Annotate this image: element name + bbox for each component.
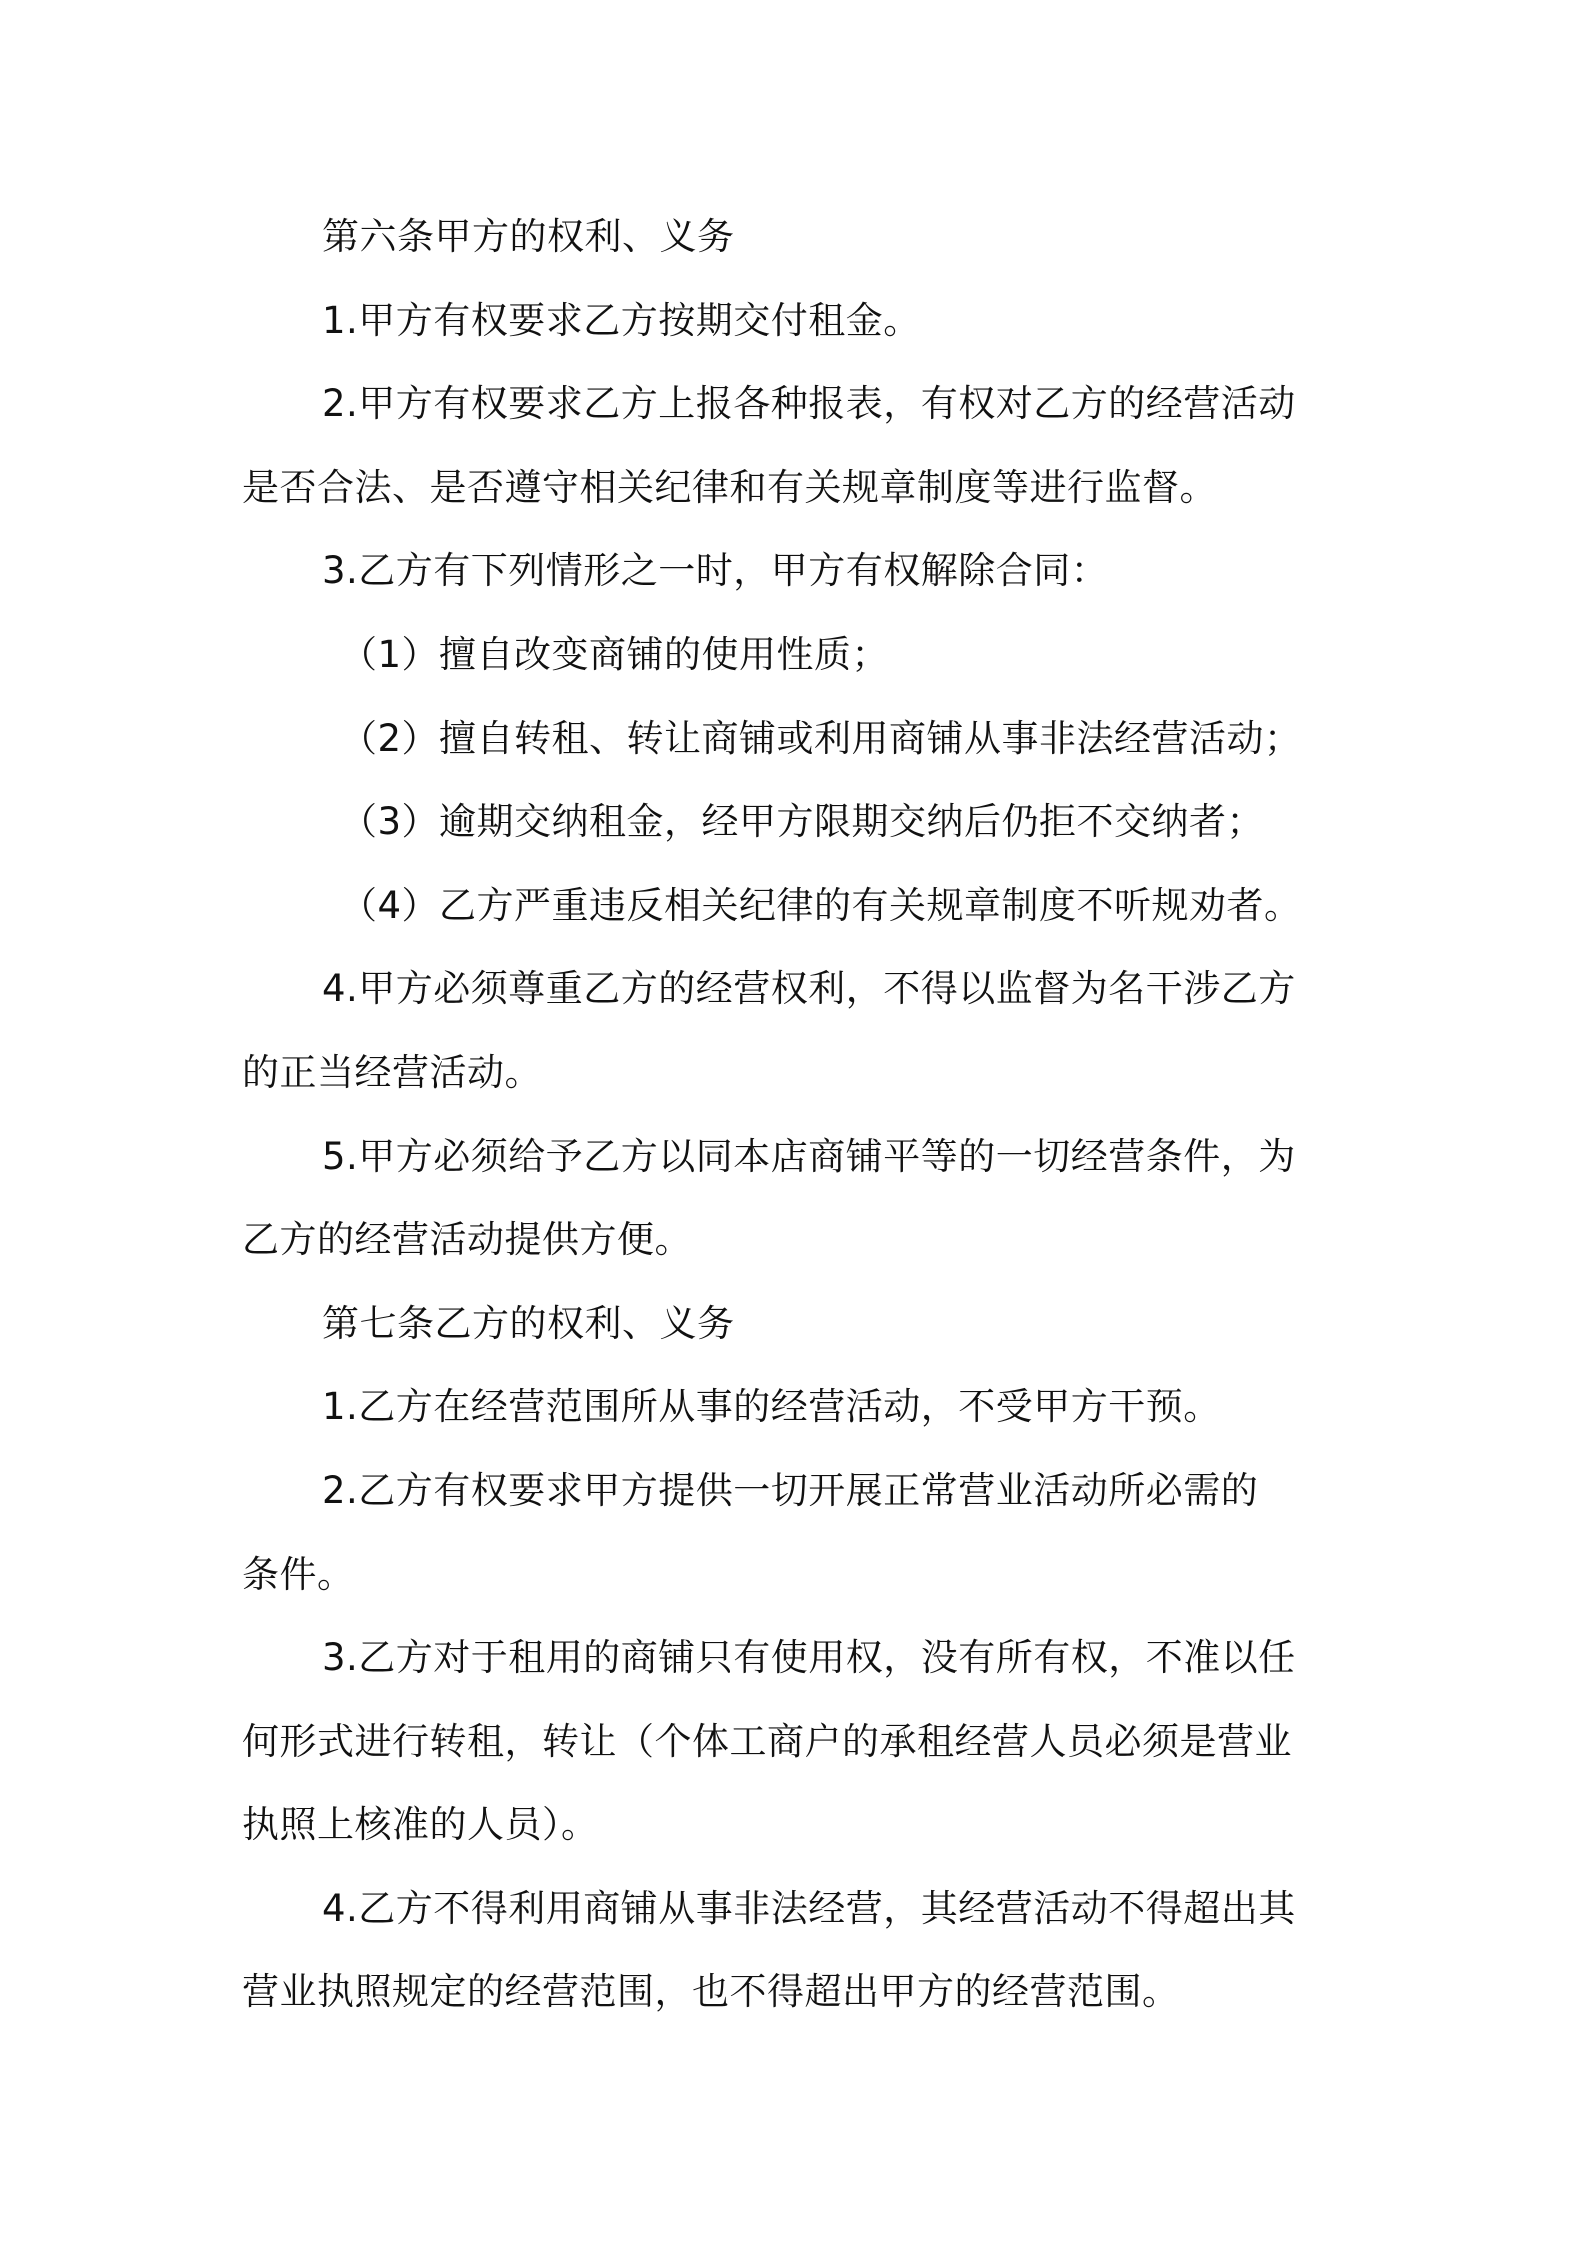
article-6-clause-3-item-2: （2）擅自转租、转让商铺或利用商铺从事非法经营活动； [340,716,1302,760]
article-6-clause-2-line-1: 2.甲方有权要求乙方上报各种报表，有权对乙方的经营活动 [322,382,1296,426]
article-6-clause-5-line-1: 5.甲方必须给予乙方以同本店商铺平等的一切经营条件，为 [322,1134,1296,1178]
article-6-clause-4-line-2: 的正当经营活动。 [242,1050,542,1094]
article-6-clause-1: 1.甲方有权要求乙方按期交付租金。 [322,298,921,342]
article-7-clause-3-line-3: 执照上核准的人员）。 [242,1803,599,1847]
article-6-clause-3-item-1: （1）擅自改变商铺的使用性质； [340,632,890,676]
article-7-clause-3-line-2: 何形式进行转租，转让（个体工商户的承租经营人员必须是营业 [242,1719,1292,1763]
article-6-clause-3-item-3: （3）逾期交纳租金，经甲方限期交纳后仍拒不交纳者； [340,800,1265,844]
article-7-clause-1: 1.乙方在经营范围所从事的经营活动，不受甲方干预。 [322,1385,1221,1429]
article-6-clause-5-line-2: 乙方的经营活动提供方便。 [242,1218,692,1262]
article-7-clause-4-line-2: 营业执照规定的经营范围，也不得超出甲方的经营范围。 [242,1970,1180,2014]
article-6-heading: 第六条甲方的权利、义务 [322,215,735,258]
article-6-clause-3: 3.乙方有下列情形之一时，甲方有权解除合同： [322,549,1109,593]
article-6-clause-3-item-4: （4）乙方严重违反相关纪律的有关规章制度不听规劝者。 [340,883,1302,927]
article-7-heading: 第七条乙方的权利、义务 [322,1301,735,1345]
article-7-clause-2-line-2: 条件。 [242,1552,355,1596]
article-7-clause-3-line-1: 3.乙方对于租用的商铺只有使用权，没有所有权，不准以任 [322,1636,1296,1680]
article-7-clause-2-line-1: 2.乙方有权要求甲方提供一切开展正常营业活动所必需的 [322,1468,1259,1512]
article-6-clause-4-line-1: 4.甲方必须尊重乙方的经营权利，不得以监督为名干涉乙方 [322,967,1296,1011]
article-7-clause-4-line-1: 4.乙方不得利用商铺从事非法经营，其经营活动不得超出其 [322,1886,1296,1930]
article-6-clause-2-line-2: 是否合法、是否遵守相关纪律和有关规章制度等进行监督。 [242,465,1217,509]
contract-body [242,195,1362,2034]
